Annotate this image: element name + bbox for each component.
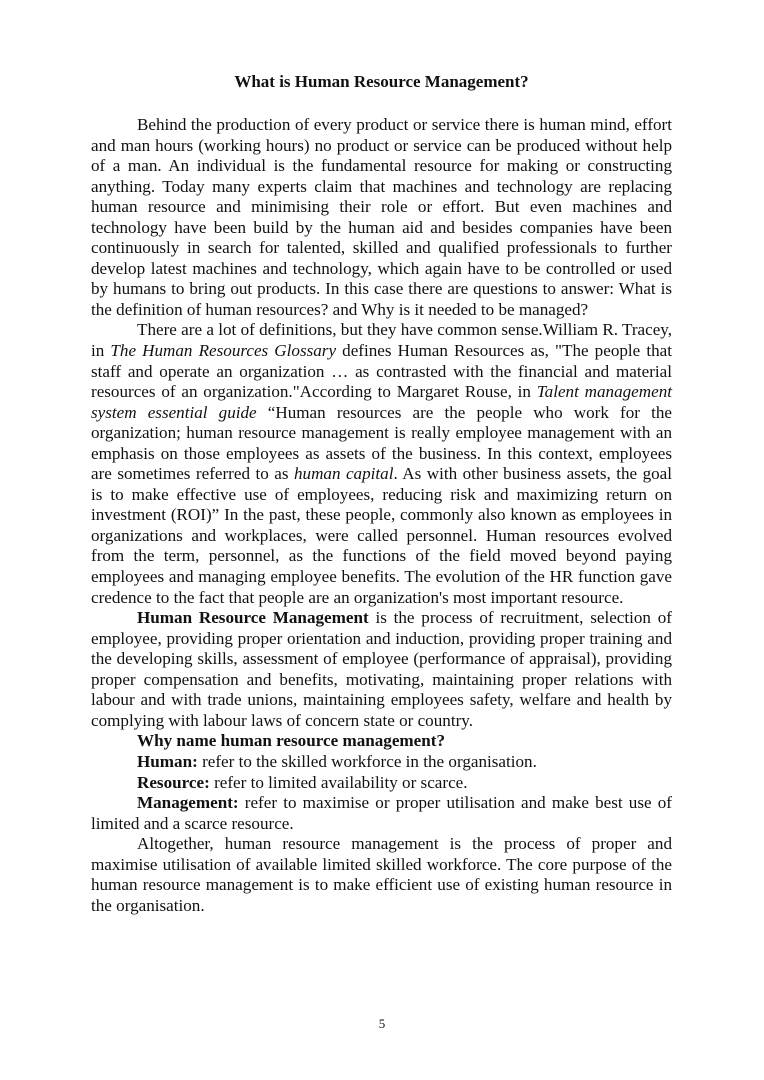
term: Resource: [137,772,210,792]
paragraph-hrm-definition [91,608,672,731]
italic-title: Talent management system essential guide [91,382,672,422]
page-title: What is Human Resource Management? [234,72,529,91]
definition-resource [91,773,672,794]
term: Management: [137,793,239,813]
text: There are a lot of definitions, but they have common sense.William R. Tracey, in [91,320,672,361]
text: “Human resources are the people who work for the organization; human resource management is really employee management with an emphasis on those employees as assets of the business. In this context, employees are sometimes referred to as [91,402,672,484]
paragraph-conclusion: Altogether, human resource management is the process of proper and maximise utilisation of available limited skilled workforce. The core purpose of the human resource management is to make efficient use of existing human resource in the organisation. [91,834,672,915]
text: is the process of recruitment, selection of employee, providing proper orientation and induction, providing proper training and the developing skills, assessment of employee (performance of appraisal), providing proper compensation and benefits, motivating, maintaining proper relations with labour and with trade unions, maintaining employees safety, welfare and health by complying with labour laws of concern state or country. [91,608,672,730]
document-page [91,72,672,916]
definition: refer to the skilled workforce in the organisation. [197,751,537,771]
definition-human [91,752,672,773]
text: . As with other business assets, the goal is to make effective use of employees, reducing risk and maximizing return on investment (ROI)” In the past, these people, commonly also known as employees in organizations and workplaces, were called personnel. Human resources evolved from the term, personnel, as the functions of the field moved beyond paying employees and managing employee benefits. The evolution of the HR function gave credence to the fact that people are an organization's most important resource. [91,464,673,607]
text: defines Human Resources as, "The people that staff and operate an organization … as contrasted with the financial and material resources of an organization."According to Margaret Rouse, in [91,341,672,402]
definition: refer to limited availability or scarce. [209,772,468,792]
italic-term: human capital [293,464,394,484]
definition-management [91,793,672,834]
paragraph-definitions [91,320,672,608]
definition: refer to maximise or proper utilisation and make best use of limited and a scarce resource. [91,793,672,833]
term: Human: [137,751,198,771]
italic-title: The Human Resources Glossary [110,341,337,361]
bold-term: Human Resource Management [137,608,369,628]
subheading [91,731,672,752]
subheading-text: Why name human resource management? [137,731,445,751]
paragraph-intro: Behind the production of every product or service there is human mind, effort and man hours (working hours) no product or service can be produced without help of a man. An individual is the fundamental resource for making or constructing anything. Today many experts claim that machines and technology are replacing human resource and minimising their role or effort. But even machines and technology have been build by the human aid and besides companies have been continuously in search for talented, skilled and qualified professionals to further develop latest machines and technology, which again have to be controlled or used by humans to bring out products. In this case there are questions to answer: What is the definition of human resources? and Why is it needed to be managed? [91,115,672,319]
page-number: 5 [378,1016,386,1031]
